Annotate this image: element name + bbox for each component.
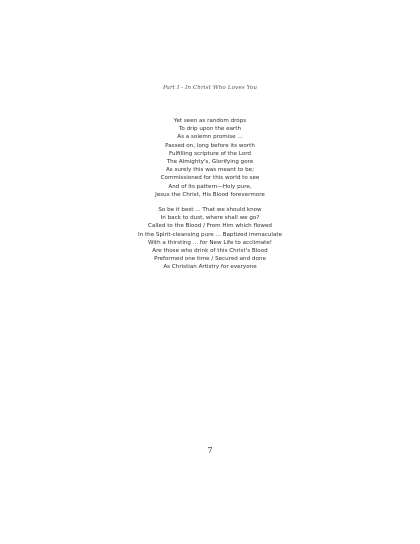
poem-line: As surely this was meant to be;: [165, 167, 255, 174]
stanza-1: [0, 117, 420, 199]
poem-line: So be it best ... That we should know: [158, 207, 262, 214]
poem-line: Fulfilling scripture of the Lord: [169, 150, 251, 157]
poem-line: Commissioned for this world to see: [160, 175, 260, 182]
poem-line: In back to dust, where shall we go?: [160, 215, 260, 222]
stanza-2: [0, 206, 420, 272]
poem-line: Yet seen as random drops: [173, 118, 247, 124]
poem-line: In the Spirit-cleansing pure ... Baptized immaculate: [137, 231, 283, 238]
page-number: 7: [207, 446, 213, 455]
running-header: Part I - In Christ Who Loves You: [162, 85, 258, 91]
poem-line: And of its pattern—Holy pure,: [168, 183, 252, 190]
poem-line: As a solemn promise ...: [177, 134, 243, 141]
poem-line: To drip upon the earth: [178, 126, 242, 133]
poem-line: Passed on, long before its worth: [165, 142, 255, 149]
poem-line: As Christian Artistry for everyone: [163, 264, 257, 271]
poem: [0, 117, 420, 272]
poem-line: Called to the Blood / From Him which flowed: [147, 223, 272, 230]
poem-line: Jesus the Christ, His Blood forevermore: [155, 191, 265, 198]
poem-line: Are those who drink of this Christ's Blood: [152, 248, 268, 255]
poem-line: Preformed one time / Secured and done: [154, 256, 266, 263]
poem-line: With a thirsting ... for New Life to acclimate!: [147, 239, 273, 246]
poem-line: The Almighty's, Glorifying gore: [166, 159, 254, 166]
